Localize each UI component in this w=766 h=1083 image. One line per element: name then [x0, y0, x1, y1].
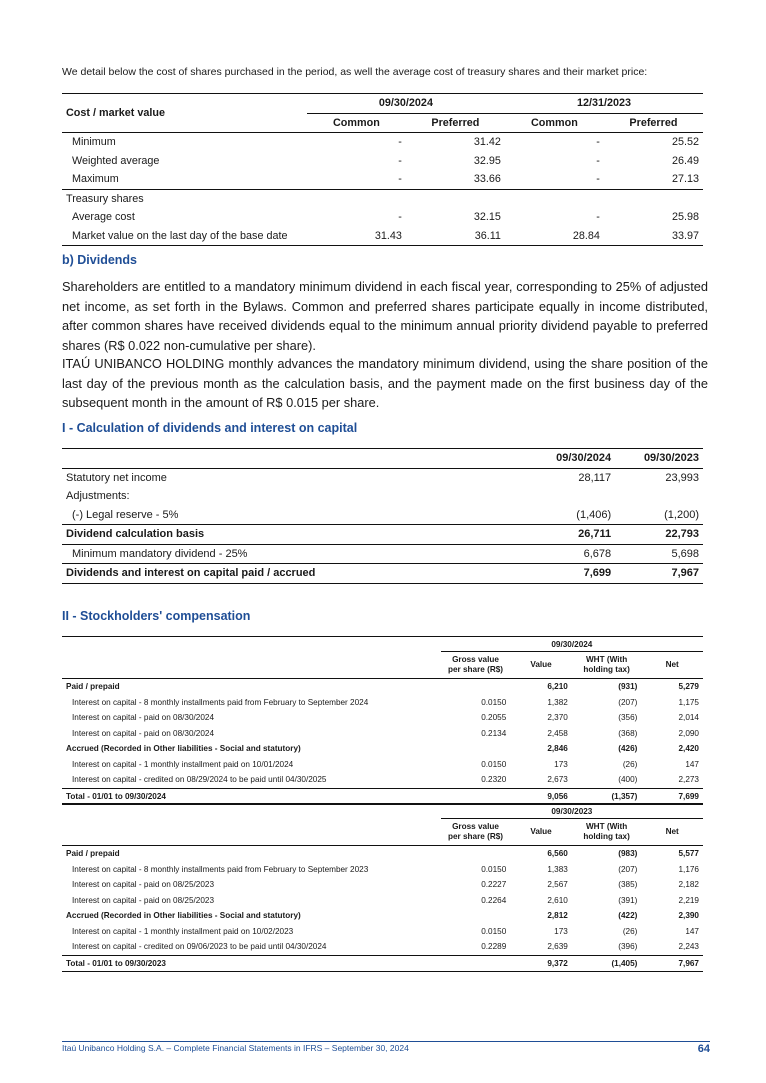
dividend-calculation-table [62, 448, 703, 584]
table-row: Market value on the last day of the base date 31.43 36.11 28.84 33.97 [62, 227, 703, 246]
table-row: Interest on capital - 8 monthly installments paid from February to September 2023 0.0150 1,383 (207) 1,176 [72, 864, 699, 874]
dividends-paragraph-1: Shareholders are entitled to a mandatory minimum dividend in each fiscal year, corresponding to 25% of adjusted net income, as set forth in the Bylaws. Common and preferred shares participate equally in income distributed, after common shares have received dividends equal to the minimum annual priority dividend payable to preferred shares (R$ 0.022 non-cumulative per share). [62, 279, 708, 353]
table-row: Average cost - 32.15 - 25.98 [72, 211, 699, 224]
comp-period-2024: 09/30/2024 [441, 637, 703, 652]
calc-col-2024: 09/30/2024 [556, 452, 612, 465]
table-row: Adjustments: [66, 490, 130, 503]
table-row: Interest on capital - paid on 08/25/2023 0.2227 2,567 (385) 2,182 [72, 880, 699, 890]
table-row: Interest on capital - credited on 09/06/2023 to be paid until 04/30/2024 0.2289 2,639 (396) 2,243 [62, 939, 703, 955]
cost-table-col-preferred-1: Preferred [431, 116, 480, 129]
table-row: Accrued (Recorded in Other liabilities - Social and statutory) 2,812 (422) 2,390 [66, 911, 699, 921]
table-row: Statutory net income 28,117 23,993 [66, 471, 699, 484]
footer-text: Itaú Unibanco Holding S.A. – Complete Financial Statements in IFRS – September 30, 2024 [62, 1043, 409, 1053]
calc-title: I - Calculation of dividends and interest on capital [62, 421, 358, 435]
table-row: Paid / prepaid 6,210 (931) 5,279 [66, 682, 699, 692]
table-row: Interest on capital - paid on 08/30/2024 0.2134 2,458 (368) 2,090 [72, 728, 699, 738]
table-row: Dividend calculation basis 26,711 22,793 [62, 525, 703, 545]
table-row: (-) Legal reserve - 5% (1,406) (1,200) [62, 506, 703, 525]
dividends-paragraph-2: ITAÚ UNIBANCO HOLDING monthly advances the mandatory minimum dividend, using the share position of the last day of the previous month as the calculation basis, and the payment made on the first business day of the subsequent month in the amount of R$ 0.015 per share. [62, 356, 708, 410]
cost-market-value-table [62, 93, 703, 246]
cost-table-period-2: 12/31/2023 [505, 94, 703, 114]
table-row: Treasury shares [66, 192, 144, 205]
footer-divider [62, 1041, 710, 1042]
table-row: Maximum - 33.66 - 27.13 [62, 170, 703, 189]
table-row: Interest on capital - paid on 08/25/2023 0.2264 2,610 (391) 2,219 [72, 895, 699, 905]
intro-text: We detail below the cost of shares purchased in the period, as well the average cost of treasury shares and their market price: [62, 66, 648, 78]
compensation-title: II - Stockholders' compensation [62, 609, 251, 623]
compensation-table-2023: 09/30/2023 Gross value per share (R$) Value WHT (With holding tax) Net Paid / prepaid 6,560 (983) 5,577 Interest on capital - 8 monthly installments paid from February to September 2023 0.0150 1,383 (207) 1,176 Interest on capital - paid on 08/25/2023 0.2227 2,567 (385) 2,182 Interest on capital - paid on 08/25/2023 0.2264 2,610 (391) 2,219 Accrued (Recorded in Other liabilities - Social and statutory) 2,812 (422) 2,390 Interest on capital - 1 monthly installment paid on 10/02/2023 0.0150 173 (26) 147 Interest on capital - credited on 09/06/2023 to be paid until 04/30/2024 0.2289 2,639 (396) 2,243 Total - 01/01 to 09/30/2023 9,372 (1,405) 7,967 [62, 803, 703, 972]
cost-table-col-common-1: Common [333, 116, 380, 129]
comp-period-2023: 09/30/2023 [441, 804, 703, 819]
cost-table-row-header: Cost / market value [62, 94, 307, 133]
table-row: Interest on capital - 8 monthly installments paid from February to September 2024 0.0150 1,382 (207) 1,175 [72, 697, 699, 707]
table-row: Interest on capital - credited on 08/29/2024 to be paid until 04/30/2025 0.2320 2,673 (400) 2,273 [62, 772, 703, 788]
compensation-table-2024: 09/30/2024 Gross value per share (R$) Value WHT (With holding tax) Net Paid / prepaid 6,210 (931) 5,279 Interest on capital - 8 monthly installments paid from February to September 2024 0.0150 1,382 (207) 1,175 Interest on capital - paid on 08/30/2024 0.2055 2,370 (356) 2,014 Interest on capital - paid on 08/30/2024 0.2134 2,458 (368) 2,090 Accrued (Recorded in Other liabilities - Social and statutory) 2,846 (426) 2,420 Interest on capital - 1 monthly installment paid on 10/01/2024 0.0150 173 (26) 147 Interest on capital - credited on 08/29/2024 to be paid until 04/30/2025 0.2320 2,673 (400) 2,273 Total - 01/01 to 09/30/2024 9,056 (1,357) 7,699 [62, 636, 703, 805]
table-row: Minimum - 31.42 - 25.52 [72, 136, 699, 149]
table-row: Paid / prepaid 6,560 (983) 5,577 [66, 849, 699, 859]
page-number: 64 [697, 1043, 710, 1055]
table-row: Minimum mandatory dividend - 25% 6,678 5,698 [62, 544, 703, 564]
table-row: Interest on capital - 1 monthly installment paid on 10/02/2023 0.0150 173 (26) 147 [72, 926, 699, 936]
cost-table-col-preferred-2: Preferred [629, 116, 678, 129]
table-row: Accrued (Recorded in Other liabilities - Social and statutory) 2,846 (426) 2,420 [66, 744, 699, 754]
table-row: Interest on capital - 1 monthly installment paid on 10/01/2024 0.0150 173 (26) 147 [72, 759, 699, 769]
cost-table-col-common-2: Common [531, 116, 578, 129]
table-row: Total - 01/01 to 09/30/2023 9,372 (1,405) 7,967 [62, 955, 703, 972]
table-row: Interest on capital - paid on 08/30/2024 0.2055 2,370 (356) 2,014 [72, 713, 699, 723]
cost-table-period-1: 09/30/2024 [307, 94, 505, 114]
dividends-title: b) Dividends [62, 253, 138, 267]
table-row: Total - 01/01 to 09/30/2024 9,056 (1,357) 7,699 [62, 788, 703, 805]
table-row: Weighted average - 32.95 - 26.49 [72, 154, 699, 167]
calc-col-2023: 09/30/2023 [643, 452, 699, 465]
table-row: Dividends and interest on capital paid / accrued 7,699 7,967 [62, 564, 703, 584]
